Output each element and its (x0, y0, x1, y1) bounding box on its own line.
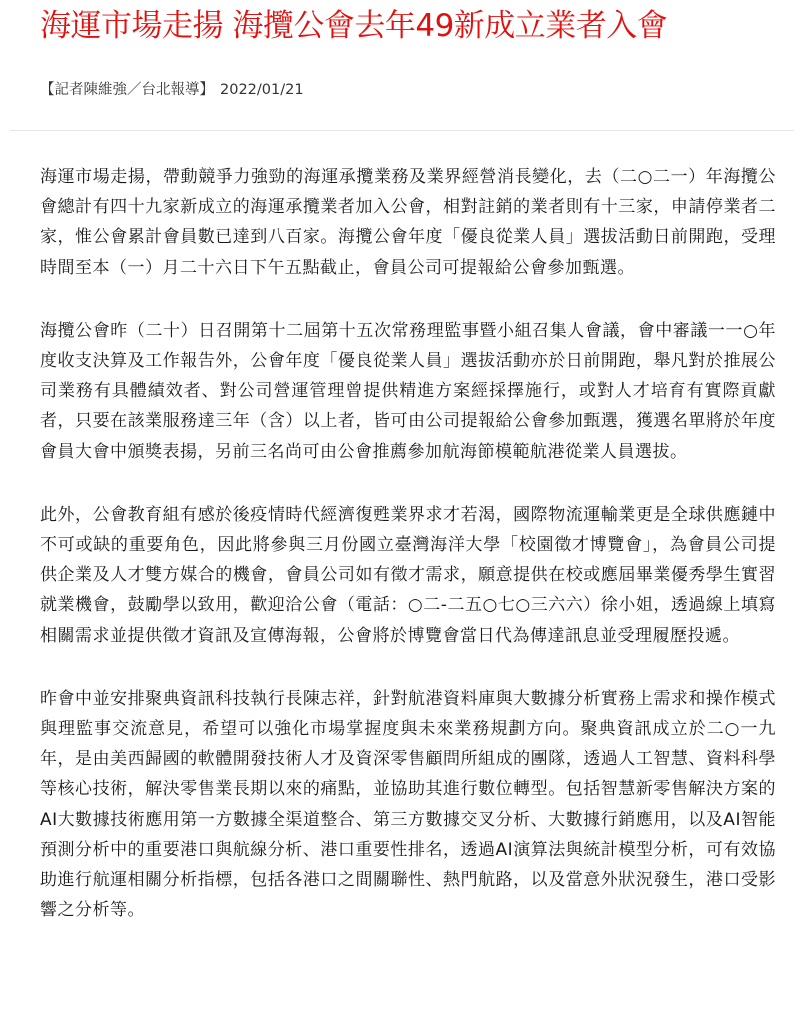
header-divider (10, 130, 794, 131)
article-paragraph-2: 海攬公會昨（二十）日召開第十二屆第十五次常務理監事暨小組召集人會議，會中審議一一○年度收支決算及工作報告外，公會年度「優良從業人員」選拔活動亦於日前開跑，舉凡對於推展公司業務有具體績效者、對公司營運管理曾提供精進方案經採擇施行，或對人才培育有實際貢獻者，只要在該業服務達三年（含）以上者，皆可由公司提報給公會參加甄選，獲選名單將於年度會員大會中頒獎表揚，另前三名尚可由公會推薦參加航海節模範航港從業人員選拔。 (40, 320, 776, 462)
article-byline (40, 80, 780, 100)
article-paragraph-3: 此外，公會教育組有感於後疫情時代經濟復甦業界求才若渴，國際物流運輸業更是全球供應鏈中不可或缺的重要角色，因此將參與三月份國立臺灣海洋大學「校園徵才博覽會」，為會員公司提供企業及人才雙方媒合的機會，會員公司如有徵才需求，願意提供在校或應屆畢業優秀學生實習就業機會，鼓勵學以致用，歡迎洽公會（電話：○二-二五○七○三六六）徐小姐，透過線上填寫相關需求並提供徵才資訊及宣傳海報，公會將於博覽會當日代為傳達訊息並受理履歷投遞。 (40, 504, 776, 646)
publish-date: 2022/01/21 (220, 82, 304, 98)
article-body (40, 162, 776, 958)
article-paragraph-4: 昨會中並安排聚典資訊科技執行長陳志祥，針對航港資料庫與大數據分析實務上需求和操作模式與理監事交流意見，希望可以強化市場掌握度與未來業務規劃方向。聚典資訊成立於二○一九年，是由美西歸國的軟體開發技術人才及資深零售顧問所組成的團隊，透過人工智慧、資料科學等核心技術，解決零售業長期以來的痛點，並協助其進行數位轉型。包括智慧新零售解決方案的AI大數據技術應用第一方數據全渠道整合、第三方數據交叉分析、大數據行銷應用，以及AI智能預測分析中的重要港口與航線分析、港口重要性排名，透過AI演算法與統計模型分析，可有效協助進行航運相關分析指標，包括各港口之間關聯性、熱門航路，以及當意外狀況發生，港口受影響之分析等。 (40, 688, 776, 921)
reporter-credit: 【記者陳維強／台北報導】 (40, 82, 214, 98)
article-headline: 海運市場走揚 海攬公會去年49新成立業者入會 (40, 8, 668, 44)
article-paragraph-1: 海運市場走揚，帶動競爭力強勁的海運承攬業務及業界經營消長變化，去（二○二一）年海攬公會總計有四十九家新成立的海運承攬業者加入公會，相對註銷的業者則有十三家，申請停業者二家，惟公會累計會員數已達到八百家。海攬公會年度「優良從業人員」選拔活動日前開跑，受理時間至本（一）月二十六日下午五點截止，會員公司可提報給公會參加甄選。 (40, 167, 776, 278)
